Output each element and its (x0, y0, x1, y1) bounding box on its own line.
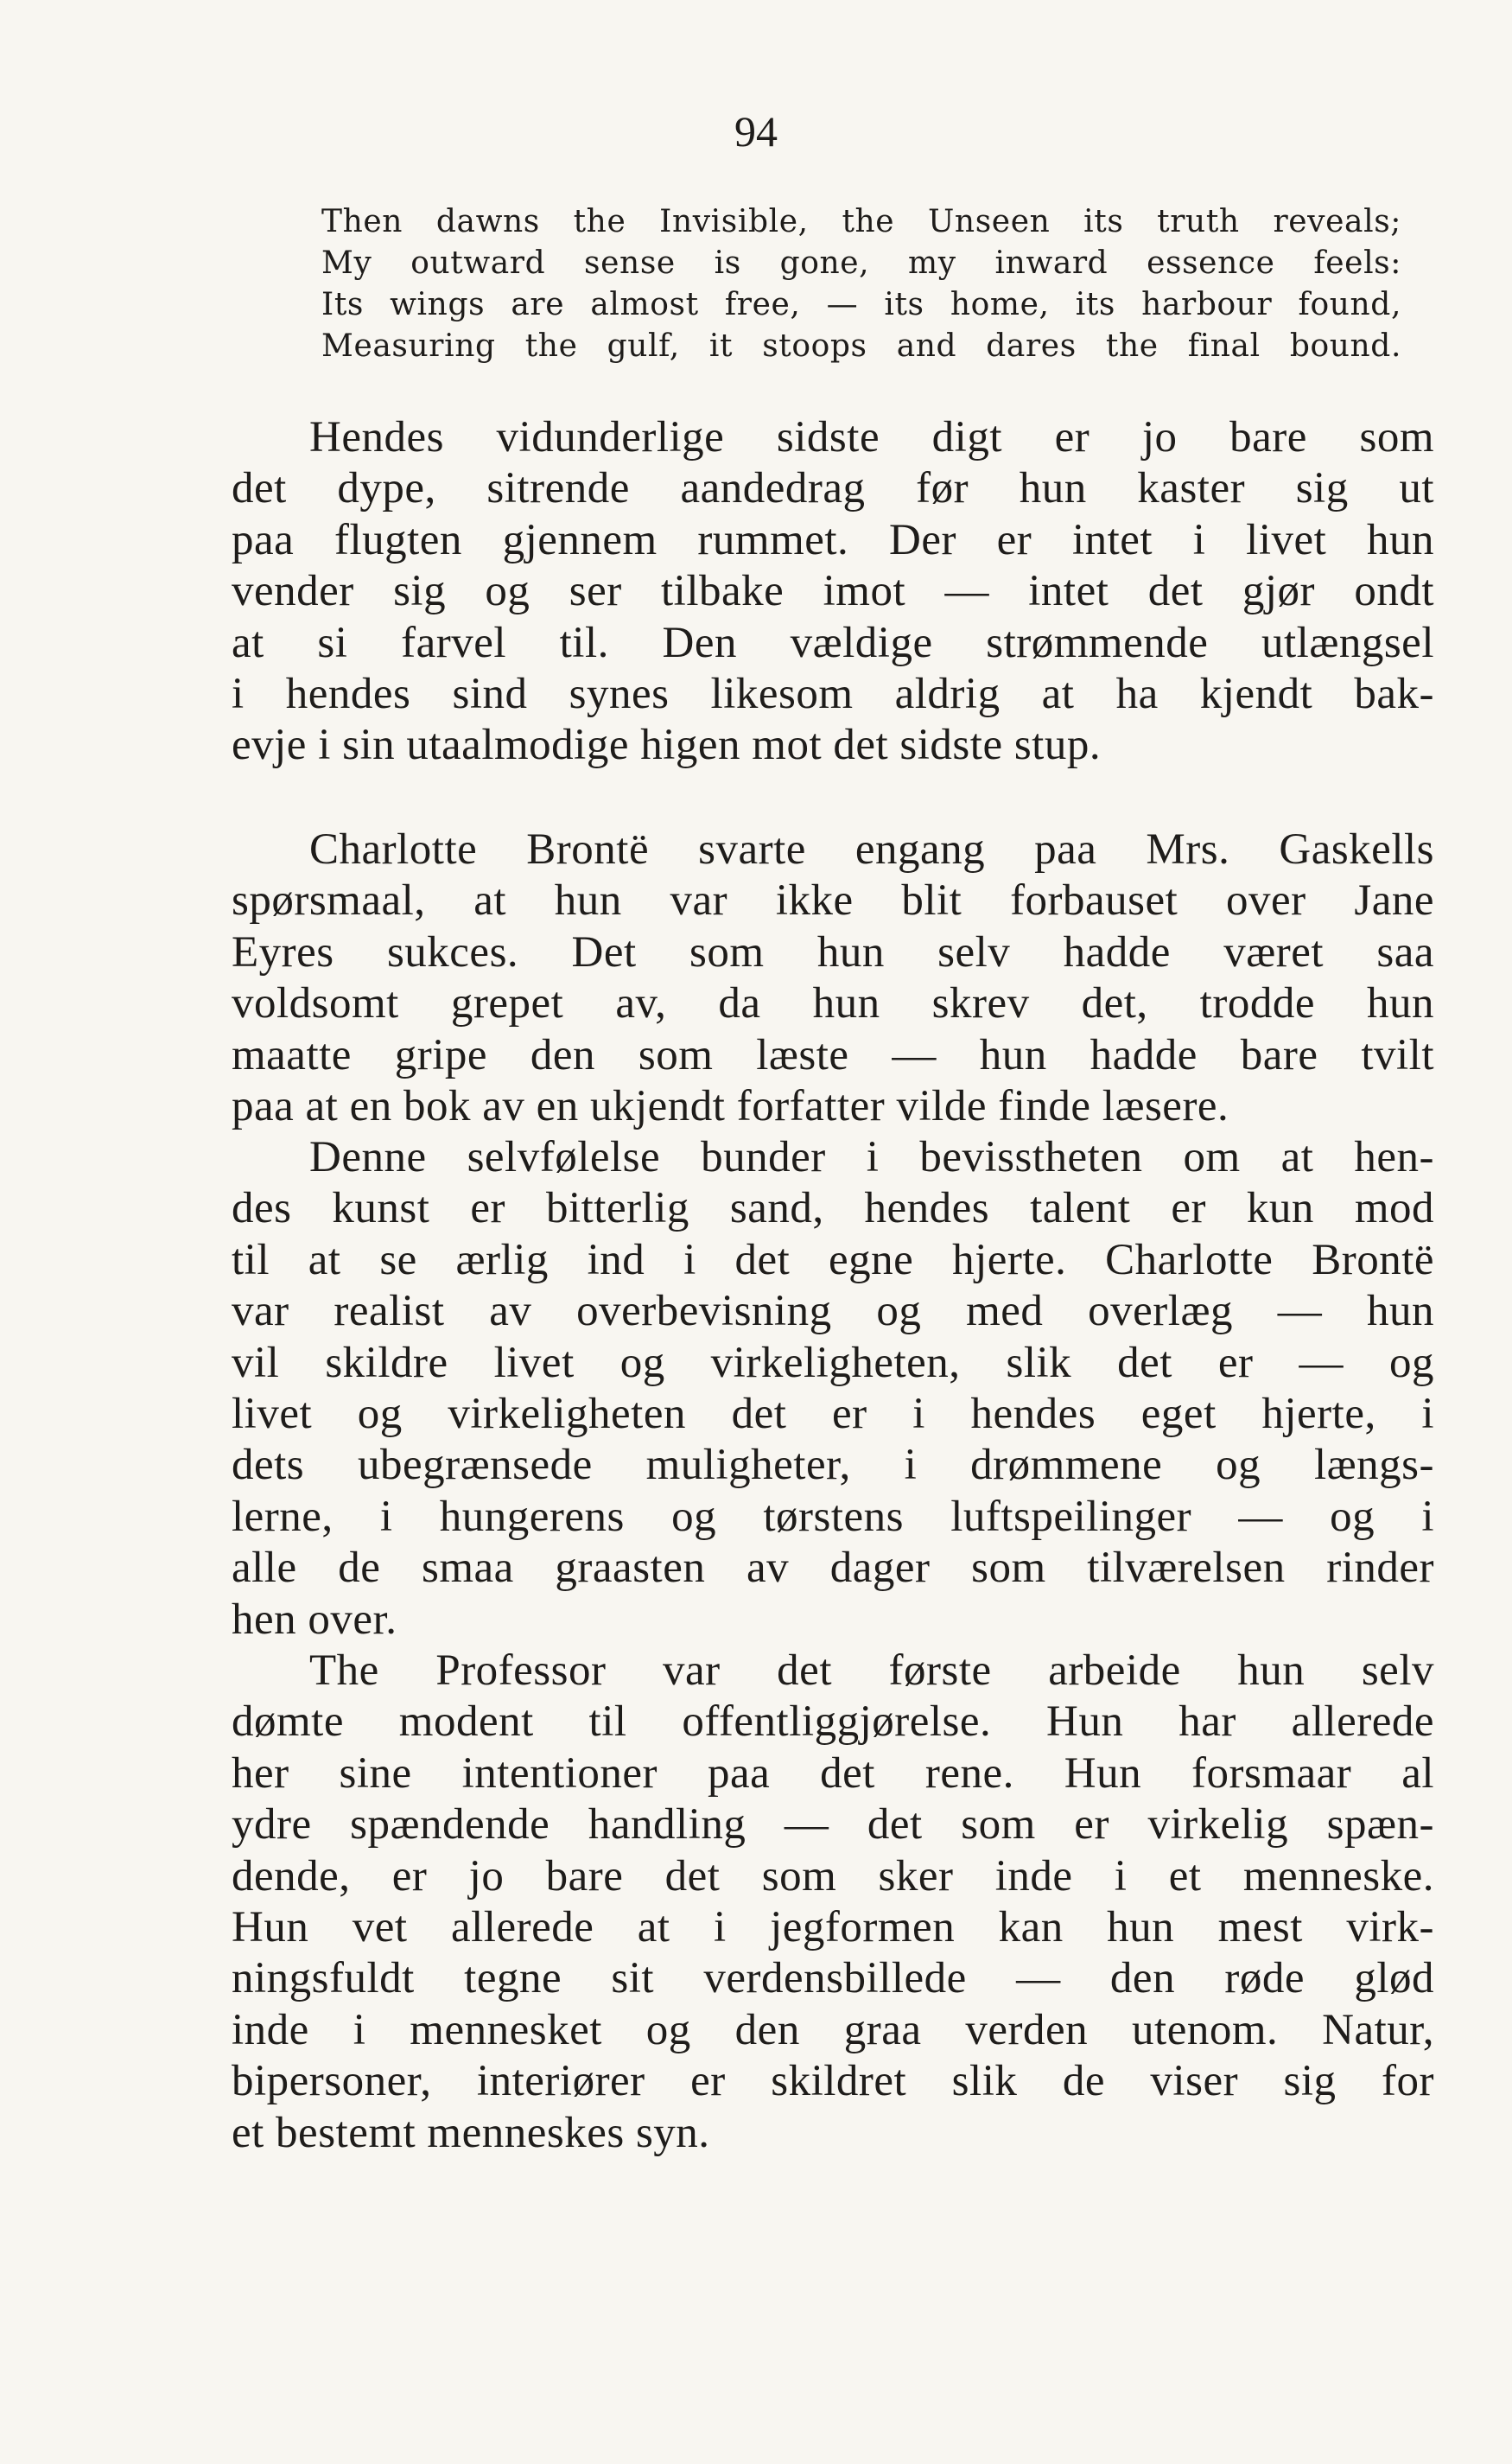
text-line: inde i mennesket og den graa verden utenom. Natur, (232, 2005, 1434, 2054)
text-line: The Professor var det første arbeide hun selv (309, 1646, 1434, 1695)
text-line: bipersoner, interiører er skildret slik de viser sig for (232, 2057, 1434, 2106)
text-line: evje i sin utaalmodige higen mot det sidste stup. (232, 721, 1102, 770)
paragraph-charlotte (232, 825, 1434, 1132)
text-line: et bestemt menneskes syn. (232, 2108, 710, 2157)
text-line: Hendes vidunderlige sidste digt er jo bare som (309, 413, 1434, 462)
text-line: dende, er jo bare det som sker inde i et menneske. (232, 1851, 1434, 1901)
page-number: 94 (734, 107, 778, 156)
text-line: ydre spændende handling — det som er virkelig spæn- (232, 1800, 1434, 1850)
poem-line: My outward sense is gone, my inward essence feels: (321, 245, 1401, 281)
poem-line: Measuring the gulf, it stoops and dares the final bound. (321, 328, 1401, 364)
text-line: det dype, sitrende aandedrag før hun kaster sig ut (232, 464, 1434, 513)
text-line: maatte gripe den som læste — hun hadde bare tvilt (232, 1030, 1434, 1079)
text-line: alle de smaa graasten av dager som tilværelsen rinder (232, 1544, 1434, 1593)
text-line: ningsfuldt tegne sit verdensbillede — den røde glød (232, 1954, 1434, 2003)
text-line: voldsomt grepet av, da hun skrev det, trodde hun (232, 979, 1434, 1028)
text-line: her sine intentioner paa det rene. Hun forsmaar al (232, 1748, 1434, 1798)
text-line: spørsmaal, at hun var ikke blit forbauset over Jane (232, 876, 1434, 926)
text-line: Charlotte Brontë svarte engang paa Mrs. Gaskells (309, 825, 1434, 874)
text-line: vender sig og ser tilbake imot — intet det gjør ondt (232, 567, 1434, 616)
text-line: i hendes sind synes likesom aldrig at ha kjendt bak- (232, 670, 1434, 719)
paragraph-hendes (232, 412, 1434, 772)
text-line: hen over. (232, 1595, 397, 1644)
poem-quote (321, 201, 1401, 367)
poem-line: Then dawns the Invisible, the Unseen its truth reveals; (321, 204, 1401, 239)
text-line: dets ubegrænsede muligheter, i drømmene og længs- (232, 1441, 1434, 1490)
poem-line: Its wings are almost free, — its home, its harbour found, (321, 287, 1401, 322)
text-line: paa flugten gjennem rummet. Der er intet i livet hun (232, 515, 1434, 564)
text-line: livet og virkeligheten det er i hendes eget hjerte, i (232, 1390, 1434, 1439)
text-line: at si farvel til. Den vældige strømmende utlængsel (232, 618, 1434, 667)
text-line: var realist av overbevisning og med overlæg — hun (232, 1287, 1434, 1336)
text-line: Denne selvfølelse bunder i bevisstheten om at hen- (309, 1133, 1434, 1181)
text-line: lerne, i hungerens og tørstens luftspeilinger — og i (232, 1492, 1434, 1541)
text-line: des kunst er bitterlig sand, hendes talent er kun mod (232, 1184, 1434, 1233)
paragraph-professor (232, 1646, 1434, 2159)
text-line: paa at en bok av en ukjendt forfatter vilde finde læsere. (232, 1082, 1229, 1131)
text-line: til at se ærlig ind i det egne hjerte. Charlotte Brontë (232, 1235, 1434, 1284)
text-line: Eyres sukces. Det som hun selv hadde været saa (232, 927, 1434, 977)
text-line: Hun vet allerede at i jegformen kan hun mest virk- (232, 1903, 1434, 1952)
text-line: dømte modent til offentliggjørelse. Hun har allerede (232, 1697, 1434, 1747)
paragraph-selvfolelse (232, 1132, 1434, 1646)
text-line: vil skildre livet og virkeligheten, slik det er — og (232, 1338, 1434, 1387)
